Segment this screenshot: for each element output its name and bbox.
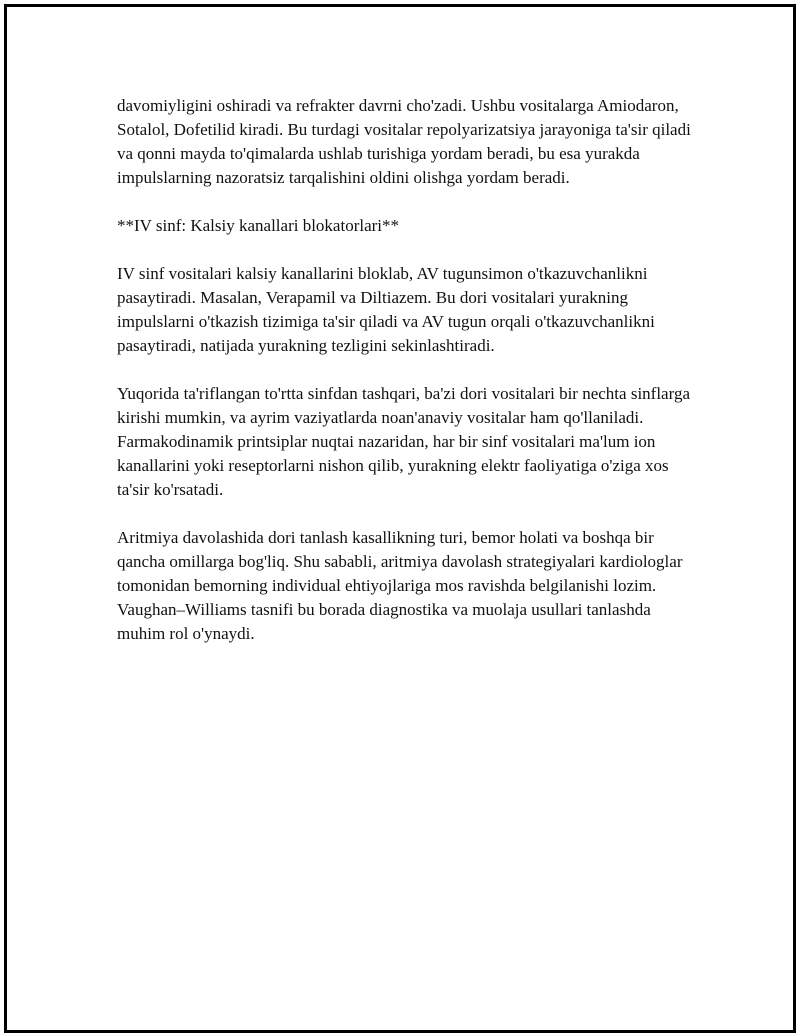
paragraph-class-iv: IV sinf vositalari kalsiy kanallarini bloklab, AV tugunsimon o'tkazuvchanlikni pasaytiradi. Masalan, Verapamil va Diltiazem. Bu dori vositalari yurakning impulslarni o'tkazish tizimiga ta'sir qiladi va AV tugun orqali o'tkazuvchanlikni pasaytiradi, natijada yurakning tezligini sekinlashtiradi. [117,264,655,355]
paragraph-treatment-choice: Aritmiya davolashida dori tanlash kasallikning turi, bemor holati va boshqa bir qancha omillarga bog'liq. Shu sababli, aritmiya davolash strategiyalari kardiologlar tomonidan bemorning individual ehtiyojlariga mos ravishda belgilanishi lozim. Vaughan–Williams tasnifi bu borada diagnostika va muolaja usullari tanlashda muhim rol o'ynaydi. [117,528,683,643]
document-body [117,94,697,670]
paragraph-other-agents: Yuqorida ta'riflangan to'rtta sinfdan tashqari, ba'zi dori vositalari bir nechta sinflarga kirishi mumkin, va ayrim vaziyatlarda noan'anaviy vositalar ham qo'llaniladi. Farmakodinamik printsiplar nuqtai nazaridan, har bir sinf vositalari ma'lum ion kanallarini yoki reseptorlarni nishon qilib, yurakning elektr faoliyatiga o'ziga xos ta'sir ko'rsatadi. [117,384,690,499]
paragraph-class-iii-continuation: davomiyligini oshiradi va refrakter davrni cho'zadi. Ushbu vositalarga Amiodaron, Sotalol, Dofetilid kiradi. Bu turdagi vositalar repolyarizatsiya jarayoniga ta'sir qiladi va qonni mayda to'qimalarda ushlab turishiga yordam beradi, bu esa yurakda impulslarning nazoratsiz tarqalishini oldini olishga yordam beradi. [117,96,691,187]
section-heading-class-iv: **IV sinf: Kalsiy kanallari blokatorlari** [117,216,400,235]
